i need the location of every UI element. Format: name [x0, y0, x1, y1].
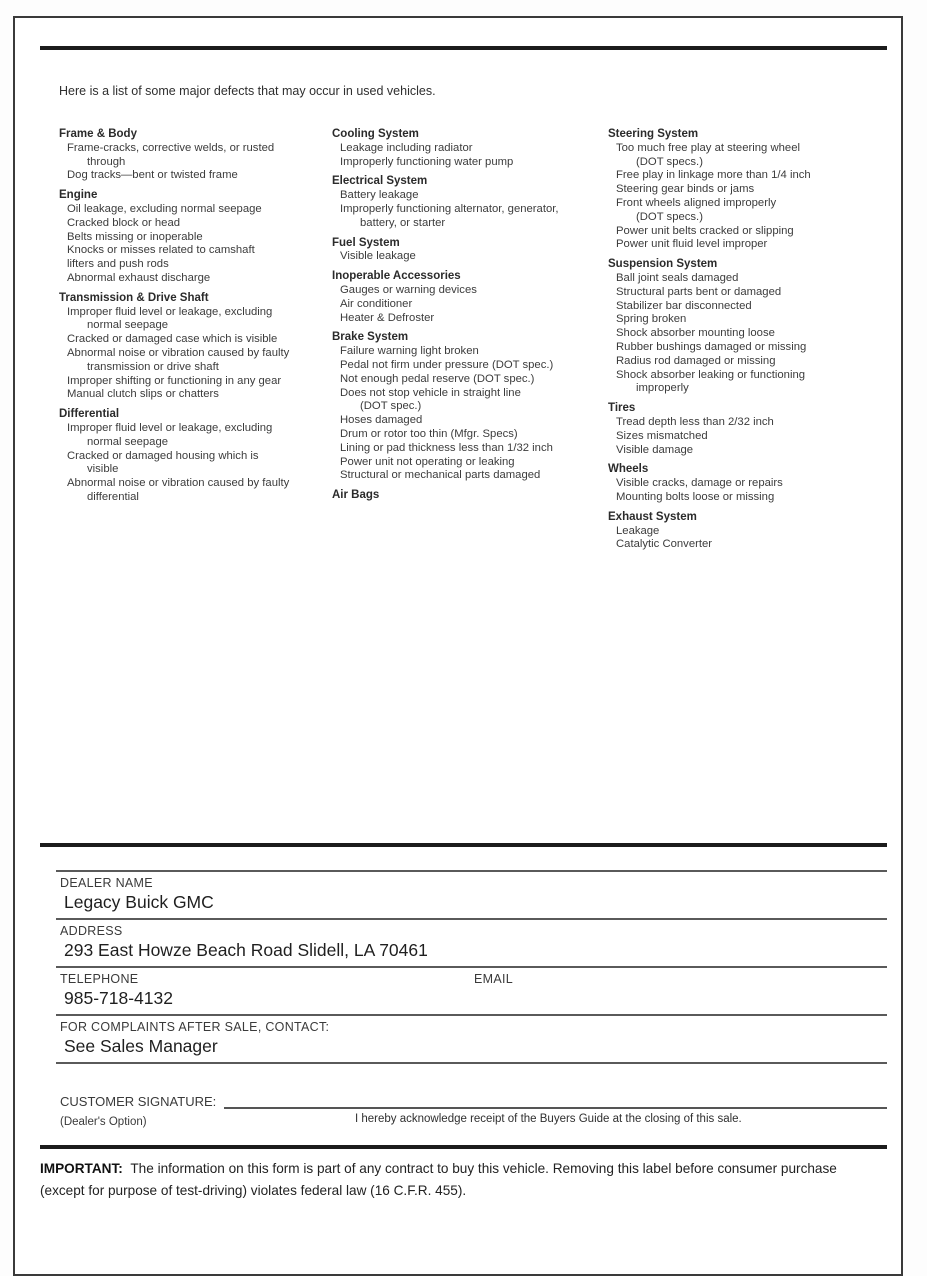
defect-item: Air conditioner	[340, 297, 413, 310]
defect-section-heading: Fuel System	[332, 236, 400, 249]
defect-item: Improper fluid level or leakage, excluding	[67, 421, 273, 434]
important-notice	[40, 1158, 883, 1202]
defect-item: Manual clutch slips or chatters	[67, 388, 219, 401]
defect-item: normal seepage	[87, 319, 169, 332]
defect-item: visible	[87, 463, 119, 476]
defect-item: Belts missing or inoperable	[67, 230, 203, 243]
defect-section	[608, 128, 889, 252]
defects-intro-text: Here is a list of some major defects that may occur in used vehicles.	[59, 84, 436, 98]
dealer-form-section	[15, 843, 901, 1202]
field-value: See Sales Manager	[64, 1036, 218, 1056]
acknowledgment-text: I hereby acknowledge receipt of the Buyers Guide at the closing of this sale.	[355, 1113, 742, 1125]
defect-item: Too much free play at steering wheel	[616, 141, 800, 154]
defect-section-heading: Exhaust System	[608, 510, 697, 523]
defect-item: Sizes mismatched	[616, 429, 708, 442]
defect-section	[332, 128, 608, 169]
defect-item: Failure warning light broken	[340, 345, 479, 358]
defect-item: Spring broken	[616, 313, 687, 326]
dealers-option-label: (Dealer's Option)	[60, 1116, 147, 1128]
defect-item: Stabilizer bar disconnected	[616, 299, 752, 312]
defect-section-heading: Inoperable Accessories	[332, 270, 461, 283]
defect-item: Radius rod damaged or missing	[616, 354, 776, 367]
defect-section-heading: Suspension System	[608, 258, 718, 271]
defect-item: Ball joint seals damaged	[616, 271, 739, 284]
defect-item: (DOT specs.)	[636, 155, 703, 168]
defect-item: Mounting bolts loose or missing	[616, 490, 775, 503]
defect-item: Structural or mechanical parts damaged	[340, 469, 541, 482]
defect-item: Cracked or damaged housing which is	[67, 449, 259, 462]
defect-item: Power unit fluid level improper	[616, 238, 768, 251]
field-value: Legacy Buick GMC	[64, 892, 214, 912]
defect-item: Drum or rotor too thin (Mfgr. Specs)	[340, 427, 518, 440]
defect-section-heading: Frame & Body	[59, 128, 137, 140]
defect-item: Visible leakage	[340, 250, 416, 263]
field-label-secondary: EMAIL	[474, 972, 514, 986]
defect-item: Tread depth less than 2/32 inch	[616, 415, 774, 428]
defect-section	[608, 511, 889, 552]
defect-section	[332, 175, 608, 230]
defect-item: Abnormal exhaust discharge	[67, 271, 211, 284]
defect-section-heading: Steering System	[608, 128, 699, 140]
defect-item: (DOT spec.)	[360, 400, 422, 413]
defect-section	[332, 270, 608, 325]
defect-section-heading: Wheels	[608, 463, 649, 476]
field-divider	[56, 1062, 887, 1064]
defect-columns	[59, 128, 889, 843]
defect-section-heading: Transmission & Drive Shaft	[59, 291, 209, 304]
defect-item: Leakage	[616, 524, 660, 537]
customer-signature-block	[60, 1094, 887, 1128]
field-value: 985-718-4132	[64, 988, 173, 1008]
defect-item: Battery leakage	[340, 189, 419, 202]
defect-item: Structural parts bent or damaged	[616, 285, 782, 298]
defect-section-heading: Differential	[59, 408, 120, 421]
defect-item: Visible damage	[616, 443, 694, 456]
defect-column	[608, 128, 889, 558]
defect-item: Improper fluid level or leakage, excluding	[67, 305, 273, 318]
defect-item: Front wheels aligned improperly	[616, 196, 777, 209]
defect-item: Dog tracks—bent or twisted frame	[67, 169, 238, 182]
buyers-guide-back-page	[13, 16, 903, 1276]
defect-item: Cracked block or head	[67, 216, 181, 229]
defect-item: Abnormal noise or vibration caused by faulty	[67, 477, 290, 490]
defect-item: through	[87, 155, 126, 168]
dealer-fields	[15, 870, 901, 1064]
important-label: IMPORTANT:	[40, 1161, 123, 1176]
customer-signature-line	[224, 1094, 887, 1109]
important-divider	[40, 1145, 887, 1149]
field-label: DEALER NAME	[60, 876, 153, 890]
top-divider	[40, 46, 887, 50]
defect-item: Shock absorber mounting loose	[616, 327, 775, 340]
defect-item: Pedal not firm under pressure (DOT spec.)	[340, 358, 554, 371]
defect-item: Cracked or damaged case which is visible	[67, 333, 278, 346]
defect-section	[332, 489, 608, 503]
defect-item: Hoses damaged	[340, 414, 423, 427]
important-text: The information on this form is part of any contract to buy this vehicle. Removing this label before consumer purchase (except for purpose of test-driving) violates federal law (16 C.F.R. 455).	[40, 1161, 837, 1199]
field-label: FOR COMPLAINTS AFTER SALE, CONTACT:	[60, 1020, 330, 1034]
defect-item: transmission or drive shaft	[87, 360, 219, 373]
customer-signature-label: CUSTOMER SIGNATURE:	[60, 1094, 217, 1109]
field-value: 293 East Howze Beach Road Slidell, LA 70461	[64, 940, 428, 960]
defect-column	[332, 128, 608, 509]
form-field	[60, 872, 887, 918]
defect-section	[59, 189, 332, 286]
defect-item: Power unit belts cracked or slipping	[616, 224, 794, 237]
defect-section	[59, 408, 332, 505]
defect-section	[332, 237, 608, 265]
defect-item: Not enough pedal reserve (DOT spec.)	[340, 372, 535, 385]
form-field	[60, 920, 887, 966]
defect-item: Rubber bushings damaged or missing	[616, 340, 807, 353]
field-label: ADDRESS	[60, 924, 123, 938]
defect-item: Abnormal noise or vibration caused by faulty	[67, 346, 290, 359]
defect-item: Improper shifting or functioning in any gear	[67, 374, 282, 387]
form-field	[60, 968, 887, 1014]
defect-item: lifters and push rods	[67, 258, 169, 271]
defect-item: Frame-cracks, corrective welds, or rusted	[67, 141, 275, 154]
defect-section-heading: Brake System	[332, 331, 409, 344]
defect-item: Heater & Defroster	[340, 311, 435, 324]
defect-item: Shock absorber leaking or functioning	[616, 368, 806, 381]
defect-section-heading: Air Bags	[332, 489, 380, 502]
defect-item: Does not stop vehicle in straight line	[340, 386, 521, 399]
form-top-divider	[40, 843, 887, 847]
defect-section-heading: Electrical System	[332, 175, 428, 188]
defect-item: Lining or pad thickness less than 1/32 inch	[340, 441, 553, 454]
field-label: TELEPHONE	[60, 972, 139, 986]
defect-item: Leakage including radiator	[340, 141, 473, 154]
defect-section	[332, 331, 608, 483]
defect-item: Knocks or misses related to camshaft	[67, 244, 255, 257]
defect-item: Visible cracks, damage or repairs	[616, 477, 783, 490]
defect-item: battery, or starter	[360, 216, 446, 229]
defect-item: Gauges or warning devices	[340, 283, 477, 296]
defect-section-heading: Cooling System	[332, 128, 419, 140]
defect-item: Power unit not operating or leaking	[340, 455, 515, 468]
defect-item: differential	[87, 490, 139, 503]
defect-section	[608, 463, 889, 504]
defect-item: Improperly functioning alternator, generator,	[340, 202, 559, 215]
form-field	[60, 1016, 887, 1062]
defect-column	[59, 128, 332, 511]
defect-item: normal seepage	[87, 435, 169, 448]
defect-item: improperly	[636, 382, 689, 395]
defect-item: Improperly functioning water pump	[340, 155, 514, 168]
defect-section-heading: Engine	[59, 189, 98, 202]
defect-item: (DOT specs.)	[636, 210, 703, 223]
defect-item: Catalytic Converter	[616, 538, 713, 551]
defect-section-heading: Tires	[608, 402, 636, 415]
defect-section	[608, 402, 889, 457]
defect-section	[608, 258, 889, 396]
defect-item: Oil leakage, excluding normal seepage	[67, 202, 262, 215]
defect-item: Steering gear binds or jams	[616, 183, 755, 196]
defect-section	[59, 292, 332, 402]
defect-item: Free play in linkage more than 1/4 inch	[616, 169, 811, 182]
defect-section	[59, 128, 332, 183]
